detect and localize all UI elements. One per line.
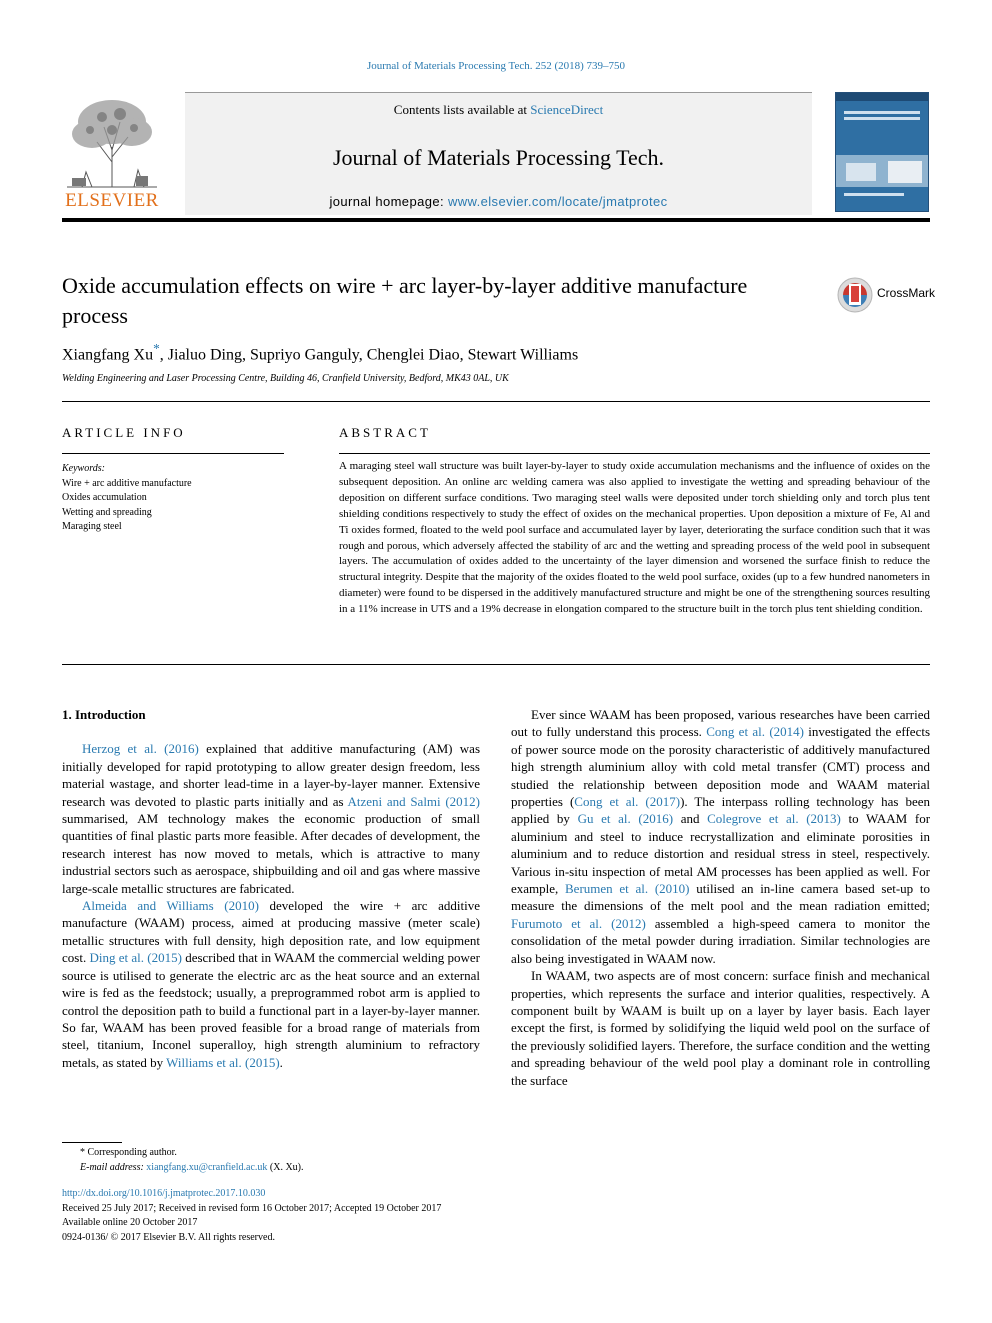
paragraph <box>511 706 930 967</box>
article-info-heading: ARTICLE INFO <box>62 425 186 440</box>
divider <box>62 453 284 454</box>
paragraph-text: utilised an in-line camera based set-up to measure the dimensions of the melt pool and the mean radiation emitted; <box>511 881 931 914</box>
homepage-line <box>185 194 812 209</box>
publication-info <box>62 1187 441 1245</box>
paragraph-text: developed the wire + arc additive manufacture (WAAM) process, aimed at producing massive (meter scale) metallic structures with full density, high deposition rate, and low equipment cost. <box>62 898 480 966</box>
crossmark-label: CrossMark <box>877 286 936 300</box>
citation-link[interactable]: Almeida and Williams (2010) <box>82 898 259 914</box>
citation-link[interactable]: Atzeni and Salmi (2012) <box>347 793 480 809</box>
citation-link[interactable]: Williams et al. (2015) <box>166 1054 280 1070</box>
citation-link[interactable]: Furumoto et al. (2012) <box>511 915 646 931</box>
received-dates: Received 25 July 2017; Received in revised form 16 October 2017; Accepted 19 October 2017 <box>62 1202 442 1214</box>
sciencedirect-link[interactable]: ScienceDirect <box>530 102 604 117</box>
keyword-item: Oxides accumulation <box>62 492 147 503</box>
crossmark-badge[interactable] <box>837 277 937 313</box>
footnote-mark: * <box>80 1147 85 1158</box>
paragraph-text: explained that additive manufacturing (AM) was initially developed for rapid prototyping to allow greater design freedom, less material wastage, and shorter lead-time in a layer-by-layer manner. Extensive research was devoted to plastic parts initially and as <box>62 741 480 809</box>
elsevier-wordmark: ELSEVIER <box>65 190 159 211</box>
available-online: Available online 20 October 2017 <box>62 1217 198 1228</box>
article-title: Oxide accumulation effects on wire + arc layer-by-layer additive manufacture process <box>62 273 748 328</box>
paragraph <box>62 897 480 1071</box>
paragraph-text: described that in WAAM the commercial welding power source is utilised to generate the electric arc as the heat source and an external wire is fed as the feedstock; usually, a preprogrammed robot arm is applied to control the deposition path to build a functional part in a layer-by-layer manner. So far, WAAM has been proved feasible for a broad range of materials from steel, titanium, Inconel superalloy, high strength aluminium to refractory metals, as stated by <box>62 950 481 1070</box>
footnotes <box>62 1146 304 1175</box>
body-column-left <box>62 706 480 1071</box>
citation-link[interactable]: Ding et al. (2015) <box>89 950 182 966</box>
divider <box>62 664 930 665</box>
keyword-item: Wire + arc additive manufacture <box>62 477 192 489</box>
corresponding-author-mark[interactable]: * <box>153 341 160 356</box>
paragraph-text: assembled a high-speed camera to monitor the consolidation of the metal powder during irradiation. Similar technologies are also being investigated in WAAM now. <box>511 915 930 966</box>
crossmark-icon <box>837 277 873 313</box>
citation-link[interactable]: Cong et al. (2014) <box>706 724 804 740</box>
journal-title: Journal of Materials Processing Tech. <box>332 145 665 170</box>
paragraph-text: and <box>673 811 708 827</box>
email-link[interactable]: xiangfang.xu@cranfield.ac.uk <box>146 1161 268 1173</box>
divider <box>339 453 930 454</box>
abstract-text: A maraging steel wall structure was built layer-by-layer to study oxide accumulation mechanisms and the influence of oxides on the subsequent deposition. An online arc welding camera was also applied to investigate the wetting and spreading behaviour of the deposition on different surface conditions. Two maraging steel walls were deposited under torch shielding only and torch plus tent shielding conditions respectively to study the effect of oxides on the mechanical properties. Upon deposition a mixture of Fe, Al and Ti oxides formed, floated to the weld pool surface and accumulated layer by layer, deteriorating the surface condition such that it was rough and porous, which adversely affected the stability of arc and the wetting and spreading process of the weld pool in subsequent layers. The accumulation of oxides added to the uncertainty of the layer dimension and worsened the surface finish to reduce the structural integrity. Despite that the majority of the oxides floated to the weld pool surface, oxides (up to a few hundred nanometers in diameter) were found to be dispersed in the additively manufactured structure and might be one of the strengthening sources resulting in a 11% increase in UTS and a 19% decrease in elongation compared to the structure built in the torch plus tent shielding condition. <box>339 460 930 616</box>
section-heading-introduction: 1. Introduction <box>62 707 146 722</box>
abstract-heading: ABSTRACT <box>339 425 431 440</box>
affiliation: Welding Engineering and Laser Processing Centre, Building 46, Cranfield University, Bedford, MK43 0AL, UK <box>62 373 509 384</box>
author-first: Xiangfang Xu <box>62 346 154 364</box>
paragraph-text: investigated the effects of power source mode on the porosity characteristic of additively manufactured high strength aluminium alloy with cold metal transfer (CMT) process and studied the relationship between deposition mode and WAAM material properties ( <box>511 724 931 810</box>
footnote-text: Corresponding author. <box>85 1147 177 1158</box>
keywords-block <box>62 462 292 535</box>
doi-link[interactable]: http://dx.doi.org/10.1016/j.jmatprotec.2017.10.030 <box>62 1188 266 1199</box>
contents-line <box>185 102 812 118</box>
paragraph: In WAAM, two aspects are of most concern: surface finish and mechanical properties, which represents the surface and interior qualities, respectively. A component built by WAAM is built up on a layer by layer basis. Each layer except the first, is formed by solidifying the liquid weld pool on the surface of the previously solidified layers. Therefore, the surface condition and the wetting and spreading behaviour of the weld pool play a dominant role in controlling the surface <box>511 968 930 1088</box>
paragraph-text: . <box>279 1054 283 1070</box>
contents-prefix: Contents lists available at <box>393 102 531 117</box>
journal-reference[interactable]: Journal of Materials Processing Tech. 252 (2018) 739–750 <box>366 60 626 72</box>
email-note <box>62 1161 304 1176</box>
author-list <box>62 341 578 364</box>
citation-link[interactable]: Cong et al. (2017) <box>574 794 681 810</box>
homepage-link[interactable]: www.elsevier.com/locate/jmatprotec <box>447 194 668 209</box>
copyright: 0924-0136/ © 2017 Elsevier B.V. All rights reserved. <box>62 1231 275 1243</box>
body-column-right <box>511 706 930 1089</box>
paragraph-text: ). The interpass rolling technology has been applied by <box>511 794 931 827</box>
header-rule <box>62 218 930 222</box>
email-label: E-mail address: <box>80 1161 147 1173</box>
journal-masthead <box>185 92 812 215</box>
keyword-item: Maraging steel <box>62 521 122 532</box>
keyword-item: Wetting and spreading <box>62 506 152 518</box>
paragraph <box>62 740 480 897</box>
paragraph-text: Ever since WAAM has been proposed, various researches have been carried out to fully understand this process. <box>511 707 930 740</box>
divider <box>62 401 930 402</box>
homepage-prefix: journal homepage: <box>329 194 448 209</box>
email-suffix: (X. Xu). <box>267 1161 304 1173</box>
journal-cover <box>835 92 929 212</box>
citation-link[interactable]: Gu et al. (2016) <box>577 811 674 827</box>
paragraph-text: to WAAM for aluminium and steel to induce recrystallization and eliminate porosities in aluminium and to reduce distortion and residual stress in steel, respectively. Various in-situ inspection of metal AM processes has been applied as well. For example, <box>511 811 931 897</box>
author-rest: , Jialuo Ding, Supriyo Ganguly, Chenglei Diao, Stewart Williams <box>159 346 579 364</box>
elsevier-tree-icon <box>62 92 162 190</box>
footnote-rule <box>62 1142 122 1143</box>
corresponding-author-note <box>62 1146 304 1161</box>
citation-link[interactable]: Herzog et al. (2016) <box>82 741 199 757</box>
paragraph-text: summarised, AM technology makes the economic production of small quantities of final plastic parts more feasible. After decades of development, the research interest has now moved to metals, which is attractive to many industrial sectors such as aerospace, shipbuilding and oil and gas where massive large-scale metallic structures are fabricated. <box>62 811 480 896</box>
keywords-label: Keywords: <box>62 463 105 474</box>
elsevier-logo <box>62 92 162 212</box>
citation-link[interactable]: Colegrove et al. (2013) <box>707 811 841 827</box>
citation-link[interactable]: Berumen et al. (2010) <box>565 881 690 897</box>
